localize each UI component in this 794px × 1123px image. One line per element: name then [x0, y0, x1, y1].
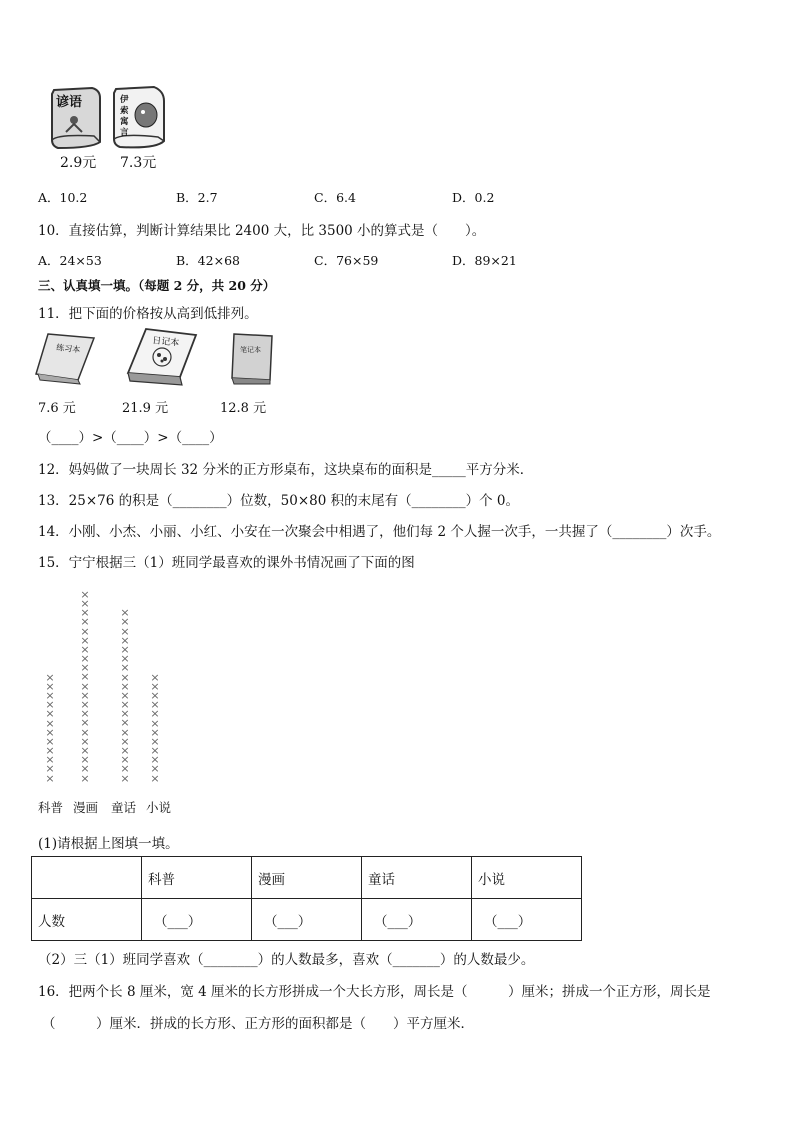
chart-mark: × [80, 624, 90, 638]
q9-option-a: A．10.2 [38, 190, 88, 205]
chart-mark: × [120, 762, 130, 776]
table-row-label: 人数 [32, 899, 142, 941]
chart-mark: × [80, 661, 90, 675]
chart-mark: × [80, 633, 90, 647]
q11-notebook-title: 笔记本 [240, 346, 261, 354]
table-blank-cell: （___） [252, 899, 362, 941]
chart-mark: × [80, 615, 90, 629]
svg-text:伊: 伊 [120, 95, 129, 105]
chart-mark: × [120, 734, 130, 748]
chart-mark: × [150, 688, 160, 702]
chart-column-小说 [148, 670, 162, 785]
q9-option-c: C．6.4 [314, 190, 356, 205]
chart-mark: × [150, 670, 160, 684]
q11-price-1: 7.6 元 [38, 401, 76, 416]
chart-mark: × [120, 688, 130, 702]
q9-book-aesop [110, 85, 168, 151]
chart-mark: × [120, 642, 130, 656]
chart-mark: × [80, 679, 90, 693]
chart-mark: × [150, 734, 160, 748]
q11-price-2: 21.9 元 [122, 401, 169, 416]
chart-mark: × [80, 743, 90, 757]
chart-category-label: 童话 [111, 800, 137, 815]
chart-mark: × [80, 734, 90, 748]
chart-mark: × [45, 762, 55, 776]
chart-column-科普 [43, 670, 57, 785]
table-header-cell: 科普 [142, 857, 252, 899]
chart-mark: × [120, 670, 130, 684]
q11-text: 11．把下面的价格按从高到低排列。 [38, 306, 258, 322]
chart-mark: × [45, 734, 55, 748]
chart-mark: × [80, 771, 90, 785]
chart-mark: × [120, 753, 130, 767]
table-cell [32, 857, 142, 899]
svg-text:索: 索 [120, 106, 129, 116]
q10-option-b: B．42×68 [176, 253, 240, 268]
q11-exercise-book [34, 330, 98, 386]
table-blank-cell: （___） [362, 899, 472, 941]
table-row [32, 899, 582, 941]
q10-option-d: D．89×21 [452, 253, 517, 268]
chart-mark: × [80, 652, 90, 666]
chart-mark: × [120, 725, 130, 739]
chart-category-label: 科普 [38, 800, 64, 815]
q10-text: 10．直接估算，判断计算结果比 2400 大，比 3500 小的算式是（ ）。 [38, 223, 486, 239]
q16-line1: 16．把两个长 8 厘米，宽 4 厘米的长方形拼成一个大长方形，周长是（ ）厘米；拼成一个正方形，周长是 [38, 984, 711, 1000]
chart-mark: × [45, 744, 55, 758]
section3-heading: 三、认真填一填。（每题 2 分，共 20 分） [38, 278, 276, 293]
q9-book-proverbs [48, 86, 104, 150]
chart-mark: × [150, 707, 160, 721]
q11-diary [126, 327, 198, 389]
q9-price-2: 7.3元 [120, 155, 157, 171]
q11-price-3: 12.8 元 [220, 401, 267, 416]
chart-mark: × [45, 707, 55, 721]
chart-mark: × [150, 771, 160, 785]
svg-text:寓: 寓 [120, 117, 129, 127]
table-header-cell: 小说 [472, 857, 582, 899]
chart-mark: × [45, 679, 55, 693]
q10-option-a: A．24×53 [38, 253, 102, 268]
chart-mark: × [80, 642, 90, 656]
chart-mark: × [150, 716, 160, 730]
chart-mark: × [150, 725, 160, 739]
chart-mark: × [150, 744, 160, 758]
chart-mark: × [120, 661, 130, 675]
q9-option-d: D．0.2 [452, 190, 495, 205]
chart-mark: × [45, 753, 55, 767]
q15-sub1: (1)请根据上图填一填。 [38, 836, 179, 852]
chart-mark: × [80, 762, 90, 776]
q11-exercise-book-title: 练习本 [55, 343, 81, 355]
q12-text: 12．妈妈做了一块周长 32 分米的正方形桌布，这块桌布的面积是_____平方分米． [38, 462, 534, 478]
q9-book-proverbs-title: 谚语 [56, 95, 83, 110]
chart-column-漫画 [78, 587, 92, 785]
chart-category-label: 小说 [146, 800, 172, 815]
chart-mark: × [80, 670, 90, 684]
chart-mark: × [120, 606, 130, 620]
chart-mark: × [80, 753, 90, 767]
q10-option-c: C．76×59 [314, 253, 379, 268]
chart-mark: × [120, 707, 130, 721]
chart-column-童话 [118, 608, 132, 783]
table-header-row [32, 857, 582, 899]
q13-text: 13．25×76 的积是（________）位数，50×80 积的末尾有（________）个 0。 [38, 493, 519, 509]
chart-mark: × [80, 716, 90, 730]
q9-option-b: B．2.7 [176, 190, 218, 205]
table-header-cell: 漫画 [252, 857, 362, 899]
chart-mark: × [80, 688, 90, 702]
chart-mark: × [80, 725, 90, 739]
chart-mark: × [80, 596, 90, 610]
chart-mark: × [150, 753, 160, 767]
chart-mark: × [80, 707, 90, 721]
q14-text: 14．小刚、小杰、小丽、小红、小安在一次聚会中相遇了，他们每 2 个人握一次手，一共握了（________）次手。 [38, 524, 721, 540]
chart-mark: × [120, 744, 130, 757]
chart-mark: × [120, 652, 130, 666]
chart-mark: × [120, 771, 130, 785]
chart-mark: × [150, 698, 160, 712]
chart-mark: × [45, 771, 55, 785]
chart-mark: × [45, 725, 55, 739]
chart-mark: × [45, 670, 55, 684]
chart-mark: × [45, 716, 55, 730]
q15-table [31, 856, 582, 941]
chart-mark: × [120, 633, 130, 647]
chart-mark: × [45, 698, 55, 712]
q15-sub2: （2）三（1）班同学喜欢（________）的人数最多，喜欢（_______）的人数最少。 [38, 952, 535, 968]
q15-text: 15．宁宁根据三（1）班同学最喜欢的课外书情况画了下面的图 [38, 555, 415, 571]
chart-mark: × [150, 762, 160, 776]
chart-mark: × [120, 615, 130, 629]
q11-diary-title: 日记本 [151, 336, 180, 349]
chart-mark: × [80, 606, 90, 620]
chart-mark: × [80, 587, 90, 601]
table-header-cell: 童话 [362, 857, 472, 899]
chart-mark: × [120, 698, 130, 712]
chart-mark: × [120, 679, 130, 693]
q11-blanks: （____）>（____）>（____） [38, 430, 223, 446]
q11-notebook [228, 332, 276, 386]
q9-price-1: 2.9元 [60, 155, 97, 171]
chart-mark: × [120, 716, 130, 730]
table-blank-cell: （___） [472, 899, 582, 941]
q16-line2: （ ）厘米．拼成的长方形、正方形的面积都是（ ）平方厘米． [42, 1016, 474, 1032]
svg-text:言: 言 [120, 128, 129, 138]
chart-mark: × [80, 698, 90, 712]
chart-mark: × [45, 688, 55, 702]
chart-category-label: 漫画 [73, 800, 99, 815]
table-blank-cell: （___） [142, 899, 252, 941]
chart-mark: × [150, 679, 160, 693]
chart-mark: × [120, 624, 130, 638]
